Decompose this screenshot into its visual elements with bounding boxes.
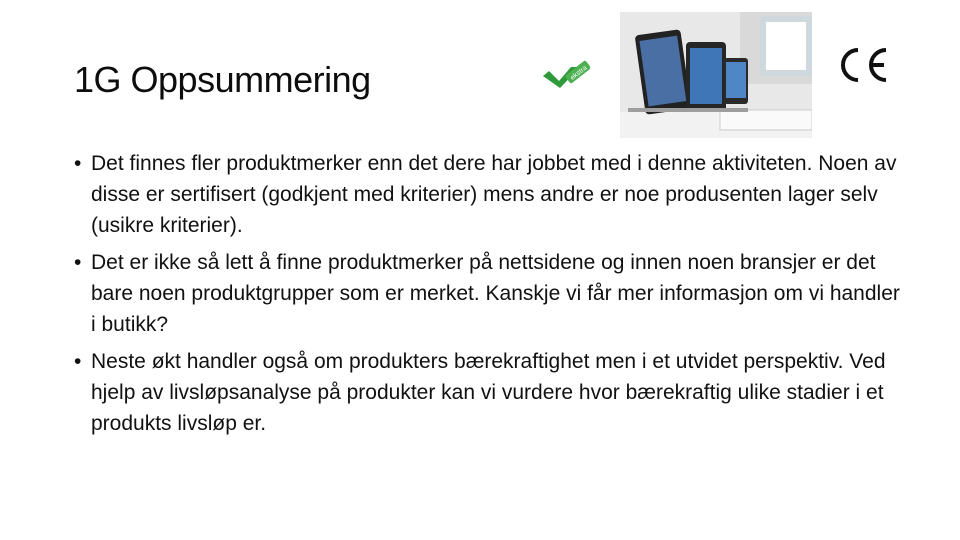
bullet-text: Det er ikke så lett å finne produktmerker på nettsidene og innen noen bransjer er det bare noen produktgrupper som er merket. Kanskje vi får mer informasjon om vi handler i butikk?	[91, 251, 900, 336]
bullet-marker: •	[74, 251, 82, 274]
bullet-item	[74, 148, 904, 241]
ecolabel-text: ekstra	[569, 64, 589, 82]
bullet-marker: •	[74, 350, 82, 373]
bullet-item	[74, 247, 904, 340]
ce-mark-icon	[836, 44, 892, 86]
bullet-text: Det finnes fler produktmerker enn det dere har jobbet med i denne aktiviteten. Noen av disse er sertifisert (godkjent med kriterier) mens andre er noe produsenten lager selv (usikre kriterier).	[91, 152, 897, 237]
smartphones-photo	[620, 12, 812, 138]
slide-title: 1G Oppsummering	[74, 59, 371, 100]
bullet-text: Neste økt handler også om produkters bærekraftighet men i et utvidet perspektiv. Ved hjelp av livsløpsanalyse på produkter kan vi vurdere hvor bærekraftig ulike stadier i et produkts livsløp er.	[91, 350, 886, 435]
bullet-marker: •	[74, 152, 82, 175]
green-checkmark-label-icon	[540, 58, 590, 94]
bullet-list	[74, 148, 904, 445]
bullet-item	[74, 346, 904, 439]
